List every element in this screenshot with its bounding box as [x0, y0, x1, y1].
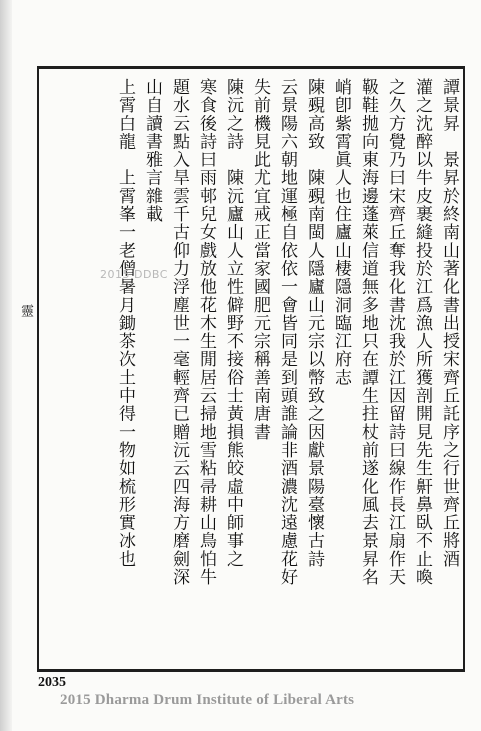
text-column: 譚景昇 景昇於終南山著化書出授宋齊丘託序之行世齊丘將酒 — [439, 78, 459, 569]
text-column: 灌之沈醉以牛皮裹縫投於江爲漁人所獲剖開見先生鼾鼻臥不止喚 — [412, 78, 432, 587]
text-column: 山自讀書雅言雜載 — [142, 78, 162, 224]
footer-credit: 2015 Dharma Drum Institute of Liberal Arts — [60, 692, 355, 708]
vertical-columns — [44, 78, 462, 668]
text-column: 陳覡高致 陳覡南閩人隱廬山元宗以幣致之因獻景陽臺懷古詩 — [304, 78, 324, 569]
text-column: 陳沅之詩 陳沅廬山人立性僻野不接俗士黃損熊皎虛中師事之 — [223, 78, 243, 569]
margin-char: 靈 — [18, 303, 33, 317]
text-column: 云景陽六朝地運極自依依一會皆同是到頭誰論非酒濃沈遠慮花好 — [277, 78, 297, 587]
text-column: 峭卽紫霄眞人也住廬山棲隱洞臨江府志 — [331, 78, 351, 387]
margin-fold-title — [13, 80, 35, 540]
text-column: 上霄白龍 上霄峯一老僧暑月鋤茶次土中得一物如梳形實冰也 — [115, 78, 135, 569]
text-column: 靸鞋拋向東海邊蓬萊信道無多地只在譚生拄杖前遂化風去景昇名 — [358, 78, 378, 587]
frame-right-border — [463, 69, 465, 669]
page-binding-edge — [0, 0, 12, 731]
text-column: 失前機見此尤宜戒正當家國肥元宗稱善南唐書 — [250, 78, 270, 441]
text-column: 題水云點入旱雲千古仰力浮塵世一毫輕齊已贈沅云四海方磨劍深 — [169, 78, 189, 587]
watermark: 2015 DDBC — [100, 268, 168, 281]
page-number: 2035 — [38, 675, 66, 690]
text-column: 寒食後詩曰雨邨兒女戲放他花木生閒居云掃地雪粘帚耕山鳥怕牛 — [196, 78, 216, 587]
text-block — [44, 78, 462, 668]
text-column: 之久方覺乃曰宋齊丘奪我化書沈我於江因留詩曰線作長江扇作天 — [385, 78, 405, 587]
